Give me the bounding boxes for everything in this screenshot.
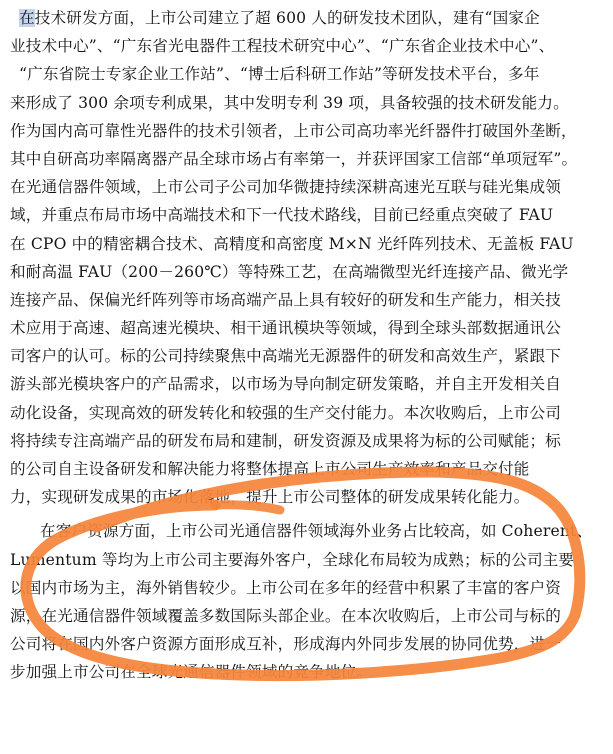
text-line: 来形成了 300 余项专利成果，其中发明专利 39 项，具备较强的技术研发能力。 [10,93,569,112]
document-body [10,4,608,687]
text-line: 游头部光模块客户的产品需求，以市场为导向制定研发策略，并自主开发相关自 [10,375,562,394]
text-line: 作为国内高可靠性光器件的技术引领者，上市公司高功率光纤器件打破国外垄断， [10,121,577,140]
text-line: 域，并重点布局市场中高端技术和下一代技术路线，目前已经重点突破了 FAU [10,206,554,225]
text-line-content: 技术研发方面，上市公司建立了超 600 人的研发技术团队，建有“国家企 [34,9,540,27]
text-line: 在客户资源方面，上市公司光通信器件领域海外业务占比较高，如 Coherent、 [40,522,593,541]
text-line: 动化设备，实现高效的研发转化和较强的生产交付能力。本次收购后，上市公司 [10,403,562,422]
text-line: 以国内市场为主，海外销售较少。上市公司在多年的经营中积累了丰富的客户资 [10,578,562,597]
text-line: Lumentum 等均为上市公司主要海外客户，全球化布局较为成熟；标的公司主要 [10,550,575,569]
text-line: 公司将在国内外客户资源方面形成互补，形成海内外同步发展的协同优势，进一 [10,635,562,654]
text-line: 的公司自主设备研发和解决能力将整体提高上市公司生产效率和产品交付能 [10,460,530,478]
text-line: 在 CPO 中的精密耦合技术、高精度和高密度 M×N 光纤阵列技术、无盖板 FAU [10,234,574,253]
text-line: 业技术中心”、“广东省光电器件工程技术研究中心”、“广东省企业技术中心”、 [10,37,555,56]
text-line: 步加强上市公司在全球光通信器件领域的竞争地位。 [10,663,373,682]
text-line: 其中自研高功率隔离器产品全球市场占有率第一，并获评国家工信部“单项冠军”。 [10,149,578,168]
text-line: 在光通信器件领域，上市公司子公司加华微捷持续深耕高速光互联与硅光集成领 [10,178,562,197]
selected-text[interactable]: 在 [19,9,35,27]
text-line: 术应用于高速、超高速光模块、相干通讯模块等领域，得到全球头部数据通讯公 [10,319,562,338]
text-line: 司客户的认可。标的公司持续聚焦中高端光无源器件的研发和高效生产，紧跟下 [10,347,562,366]
text-line: 和耐高温 FAU（200－260℃）等特殊工艺，在高端微型光纤连接产品、微光学 [10,262,569,281]
text-line: “广东省院士专家企业工作站”、“博士后科研工作站”等研发技术平台，多年 [19,65,540,84]
text-line: 连接产品、保偏光纤阵列等市场高端产品上具有较好的研发和生产能力，相关技 [10,290,562,309]
text-line: 源，在光通信器件领域覆盖多数国际头部企业。在本次收购后，上市公司与标的 [10,606,562,625]
text-line: 将持续专注高端产品的研发布局和建制，研发资源及成果将为标的公司赋能；标 [10,431,562,450]
text-line: 力，实现研发成果的市场化落地，提升上市公司整体的研发成果转化能力。 [10,488,530,507]
text-line [10,4,608,32]
